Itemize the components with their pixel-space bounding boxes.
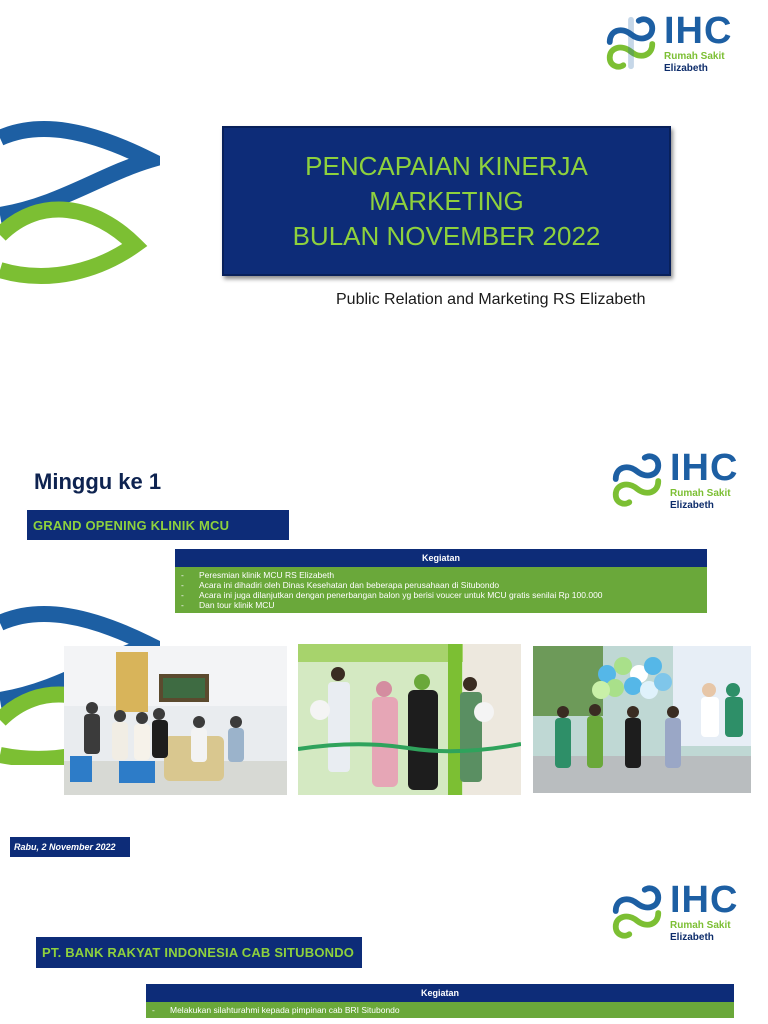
brand-line2: Elizabeth bbox=[670, 932, 714, 943]
decorative-swoosh-top bbox=[0, 120, 160, 290]
brand-logo-bottom bbox=[608, 881, 738, 943]
event1-activity-box bbox=[175, 549, 707, 613]
brand-logo-mid bbox=[608, 449, 738, 511]
event-photo-balloons bbox=[533, 646, 751, 793]
title-line-3: BULAN NOVEMBER 2022 bbox=[292, 220, 601, 251]
event1-date: Rabu, 2 November 2022 bbox=[10, 837, 130, 857]
list-item: - Acara ini dihadiri oleh Dinas Kesehatan dan beberapa perusahaan di Situbondo bbox=[181, 580, 500, 590]
activity-list bbox=[175, 567, 707, 613]
ihc-logo-icon bbox=[602, 12, 660, 74]
list-item: - Melakukan silahturahmi kepada pimpinan cab BRI Situbondo bbox=[152, 1005, 400, 1015]
activity-header: Kegiatan bbox=[175, 549, 707, 567]
activity-list bbox=[146, 1002, 734, 1018]
event-photo-lobby bbox=[64, 646, 287, 795]
title-line-1: PENCAPAIAN KINERJA bbox=[305, 150, 588, 181]
brand-line1: Rumah Sakit bbox=[664, 51, 725, 62]
ihc-logo-icon bbox=[608, 881, 666, 943]
event1-label: GRAND OPENING KLINIK MCU bbox=[27, 510, 289, 540]
brand-line1: Rumah Sakit bbox=[670, 920, 731, 931]
event2-label: PT. BANK RAKYAT INDONESIA CAB SITUBONDO bbox=[36, 937, 362, 968]
week-heading: Minggu ke 1 bbox=[34, 469, 162, 494]
brand-line1: Rumah Sakit bbox=[670, 488, 731, 499]
list-item: - Acara ini juga dilanjutkan dengan penerbangan balon yg berisi voucer untuk MCU gratis senilai Rp 100.000 bbox=[181, 590, 603, 600]
brand-line2: Elizabeth bbox=[670, 500, 714, 511]
event2-activity-box bbox=[146, 984, 734, 1018]
brand-name: IHC bbox=[670, 879, 739, 921]
list-item: - Dan tour klinik MCU bbox=[181, 600, 275, 610]
brand-name: IHC bbox=[670, 447, 739, 489]
ihc-logo-icon bbox=[608, 449, 666, 511]
brand-line2: Elizabeth bbox=[664, 63, 708, 74]
list-item: - Peresmian klinik MCU RS Elizabeth bbox=[181, 570, 335, 580]
title-line-2: MARKETING bbox=[369, 185, 524, 216]
brand-name: IHC bbox=[664, 10, 733, 52]
title-box bbox=[222, 126, 671, 276]
brand-logo-top bbox=[602, 12, 732, 74]
subtitle: Public Relation and Marketing RS Elizabeth bbox=[336, 291, 646, 308]
event-photo-ribbon-cutting bbox=[298, 644, 521, 795]
activity-header: Kegiatan bbox=[146, 984, 734, 1002]
